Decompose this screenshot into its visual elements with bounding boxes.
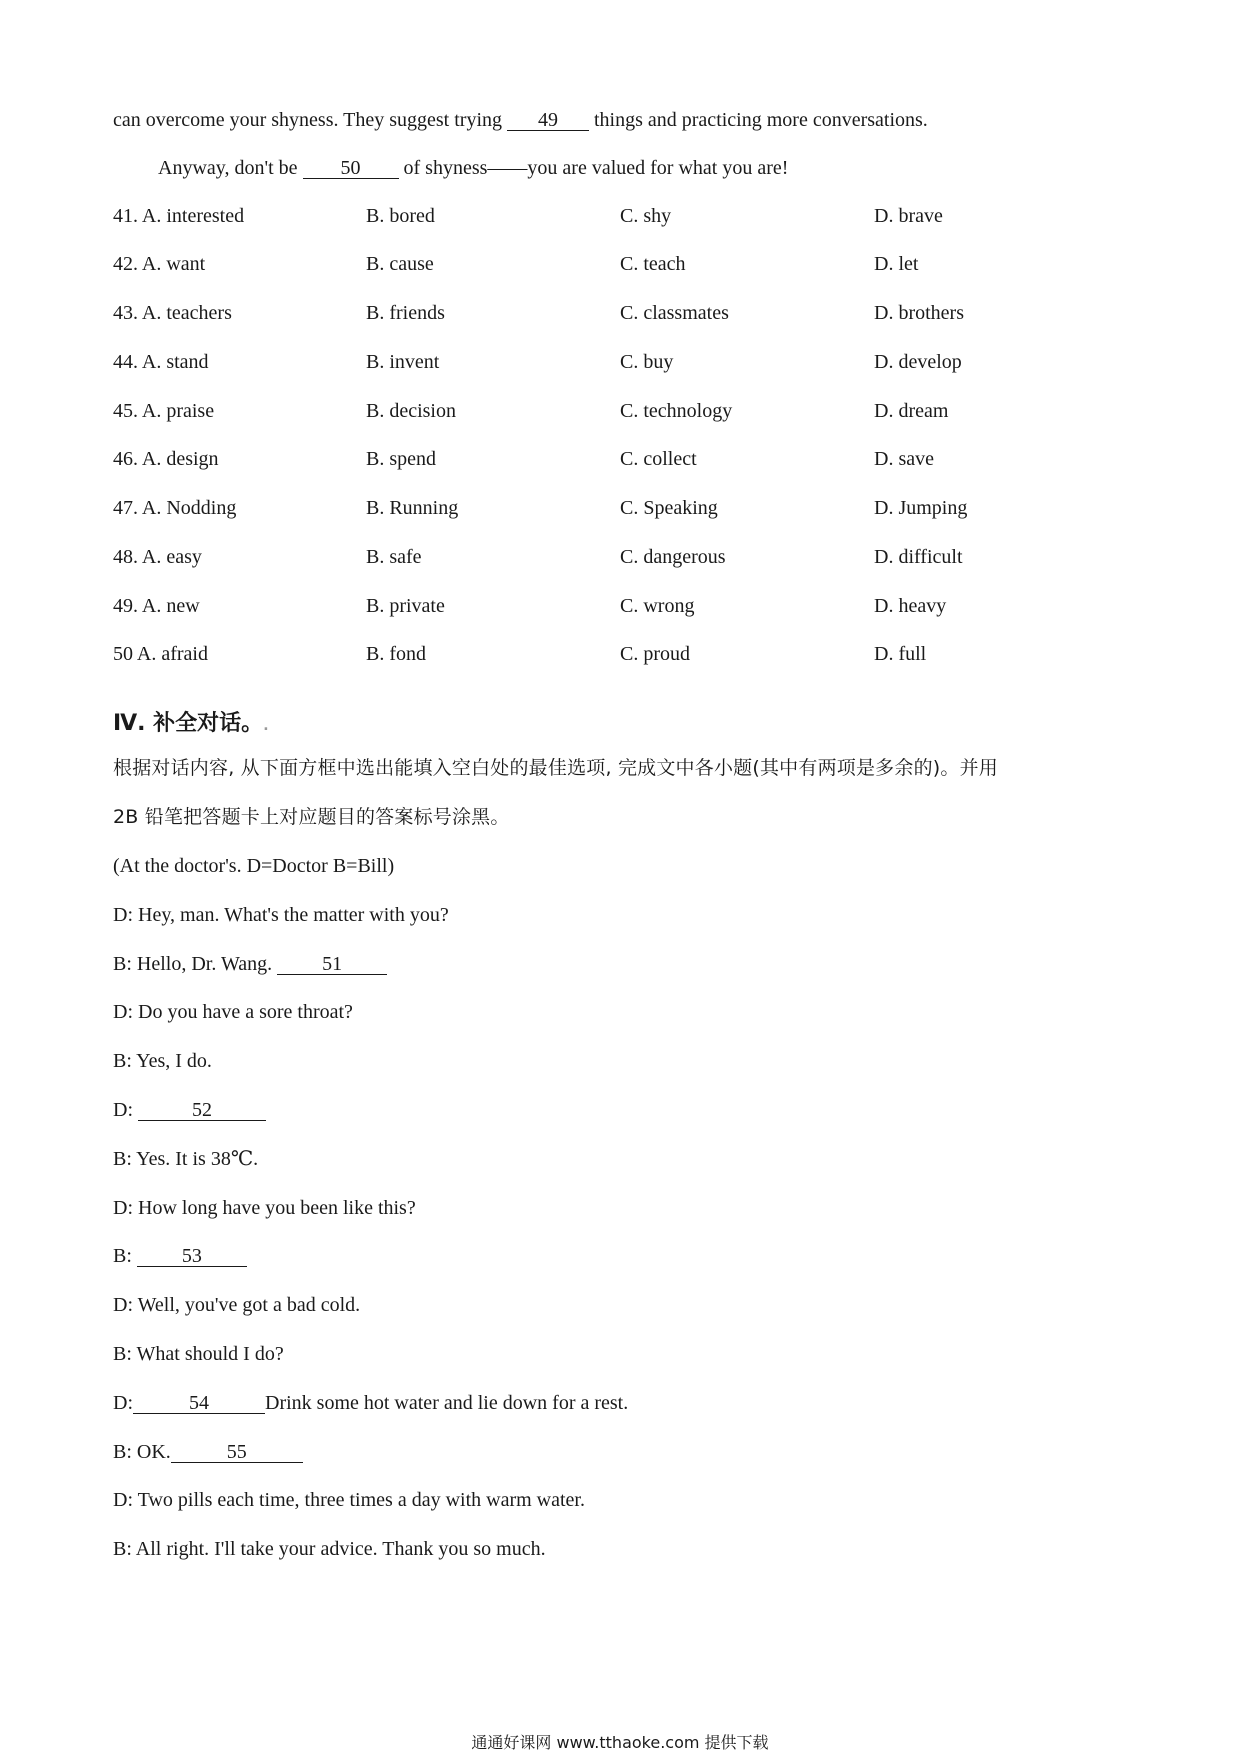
passage-line-1 (113, 108, 928, 132)
dialogue-text: Drink some hot water and lie down for a rest. (265, 1392, 629, 1414)
dialogue-line: D: Hey, man. What's the matter with you? (113, 904, 449, 926)
dialogue-text: D: (113, 1392, 133, 1414)
option-b: B. Running (366, 497, 459, 519)
option-c: C. wrong (620, 595, 695, 617)
option-c: C. proud (620, 643, 690, 665)
dialogue-line: D: Two pills each time, three times a day with warm water. (113, 1489, 585, 1511)
passage-text: things and practicing more conversations. (589, 109, 928, 131)
option-c: C. collect (620, 448, 697, 470)
option-d: D. develop (874, 351, 962, 373)
question-50-options (0, 642, 1240, 668)
option-b: B. cause (366, 253, 434, 275)
dialogue-setting: (At the doctor's. D=Doctor B=Bill) (113, 855, 395, 877)
dialogue-line: B: Yes, I do. (113, 1050, 212, 1072)
dialogue-line: B: What should I do? (113, 1343, 284, 1365)
option-d: D. let (874, 253, 919, 275)
blank-53: 53 (137, 1246, 247, 1267)
passage-text: Anyway, don't be (158, 157, 303, 179)
option-a: 49. A. new (113, 595, 200, 617)
dialogue-line: D: Do you have a sore throat? (113, 1001, 353, 1023)
question-43-options (0, 301, 1240, 327)
dialogue-line: D: How long have you been like this? (113, 1197, 416, 1219)
option-d: D. Jumping (874, 497, 968, 519)
option-b: B. invent (366, 351, 440, 373)
option-b: B. friends (366, 302, 445, 324)
question-48-options (0, 545, 1240, 571)
dialogue-line: B: All right. I'll take your advice. Thank you so much. (113, 1538, 546, 1560)
option-c: C. teach (620, 253, 686, 275)
option-d: D. brothers (874, 302, 964, 324)
blank-51: 51 (277, 954, 387, 975)
dialogue-line (113, 952, 387, 976)
stray-dot: . (263, 718, 269, 734)
section-heading (113, 706, 269, 737)
option-c: C. buy (620, 351, 674, 373)
passage-text: of shyness——you are valued for what you are! (398, 157, 789, 179)
option-a: 42. A. want (113, 253, 206, 275)
blank-52: 52 (138, 1100, 266, 1121)
option-c: C. shy (620, 205, 672, 227)
passage-text: can overcome your shyness. They suggest trying (113, 109, 507, 131)
option-c: C. classmates (620, 302, 729, 324)
instruction-line-1: 根据对话内容, 从下面方框中选出能填入空白处的最佳选项, 完成文中各小题(其中有两项是多余的)。并用 (113, 757, 998, 779)
section-heading-text: Ⅳ. 补全对话。 (113, 711, 264, 736)
option-b: B. safe (366, 546, 422, 568)
blank-50: 50 (303, 158, 399, 179)
page-footer: 通通好课网 www.tthaoke.com 提供下载 (471, 1733, 769, 1752)
dialogue-text: D: (113, 1099, 138, 1121)
option-d: D. full (874, 643, 927, 665)
dialogue-line (113, 1098, 266, 1122)
option-a: 46. A. design (113, 448, 219, 470)
instruction-line-2: 2B 铅笔把答题卡上对应题目的答案标号涂黑。 (113, 806, 510, 828)
question-41-options (0, 204, 1240, 230)
option-d: D. save (874, 448, 934, 470)
passage-line-2 (158, 156, 788, 180)
option-d: D. brave (874, 205, 943, 227)
option-d: D. dream (874, 400, 949, 422)
option-b: B. private (366, 595, 445, 617)
option-a: 47. A. Nodding (113, 497, 237, 519)
question-44-options (0, 350, 1240, 376)
option-a: 44. A. stand (113, 351, 209, 373)
blank-54: 54 (133, 1393, 265, 1414)
dialogue-line (113, 1244, 247, 1268)
dialogue-text: B: Hello, Dr. Wang. (113, 953, 278, 975)
dialogue-line (113, 1391, 628, 1415)
option-a: 50 A. afraid (113, 643, 208, 665)
question-45-options (0, 399, 1240, 425)
option-d: D. heavy (874, 595, 947, 617)
option-c: C. Speaking (620, 497, 718, 519)
option-b: B. decision (366, 400, 456, 422)
option-a: 45. A. praise (113, 400, 215, 422)
question-46-options (0, 447, 1240, 473)
dialogue-text: B: OK. (113, 1441, 171, 1463)
blank-55: 55 (171, 1442, 303, 1463)
dialogue-line: B: Yes. It is 38℃. (113, 1148, 259, 1170)
option-c: C. technology (620, 400, 733, 422)
option-c: C. dangerous (620, 546, 726, 568)
option-b: B. bored (366, 205, 435, 227)
dialogue-line: D: Well, you've got a bad cold. (113, 1294, 361, 1316)
dialogue-text: B: (113, 1245, 137, 1267)
option-a: 43. A. teachers (113, 302, 232, 324)
option-a: 48. A. easy (113, 546, 202, 568)
option-a: 41. A. interested (113, 205, 245, 227)
question-49-options (0, 594, 1240, 620)
blank-49: 49 (507, 110, 589, 131)
question-42-options (0, 252, 1240, 278)
option-b: B. spend (366, 448, 436, 470)
dialogue-line (113, 1440, 303, 1464)
question-47-options (0, 496, 1240, 522)
option-b: B. fond (366, 643, 426, 665)
option-d: D. difficult (874, 546, 963, 568)
